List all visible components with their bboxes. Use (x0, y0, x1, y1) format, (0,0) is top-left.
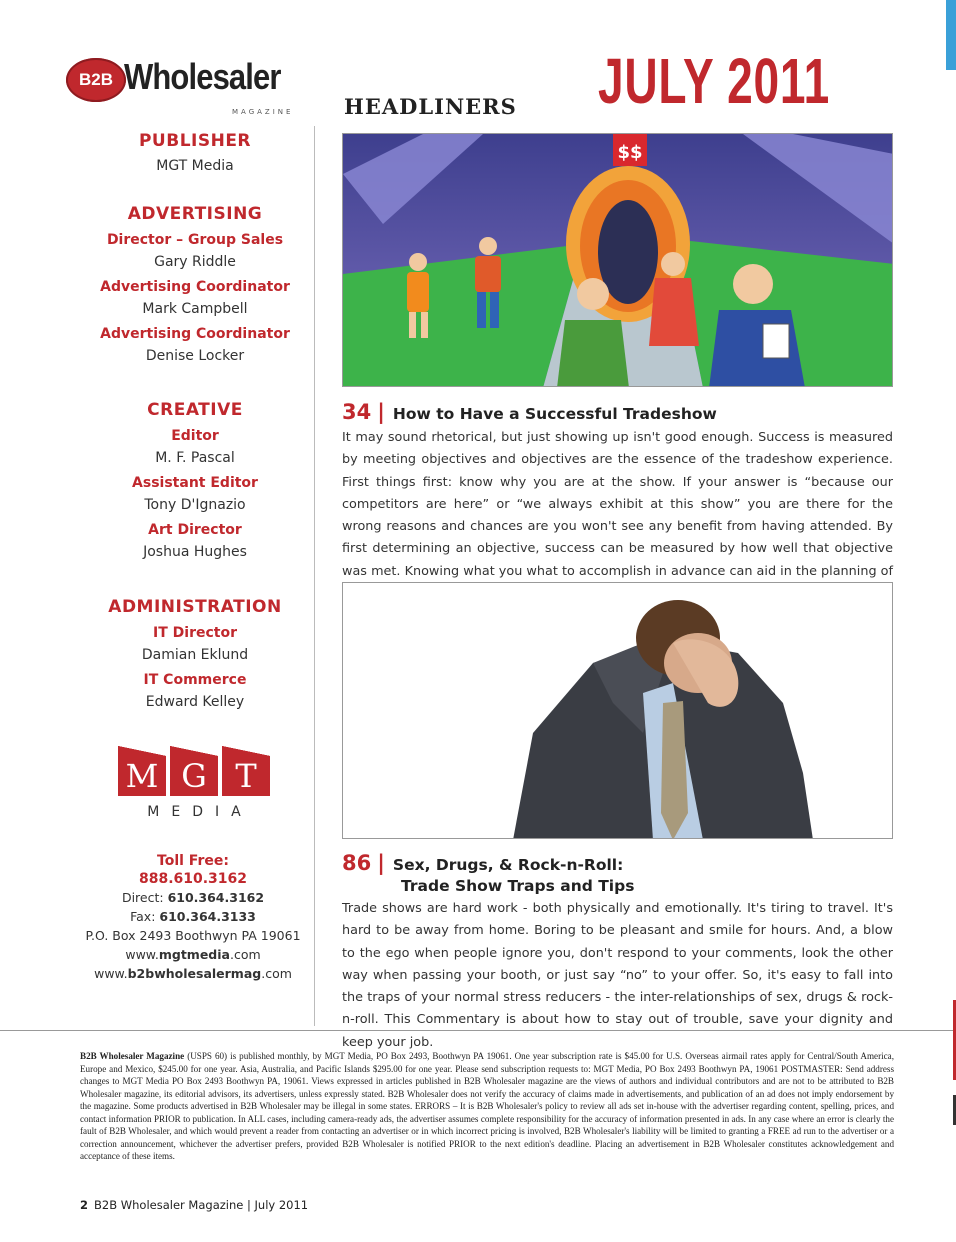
toll-free-label: Toll Free: (157, 853, 229, 869)
direct-line: Direct: 610.364.3162 (121, 890, 265, 905)
article-title-line-1[interactable]: Sex, Drugs, & Rock-n-Roll: (392, 856, 624, 874)
creative-heading: CREATIVE (147, 400, 243, 420)
logo-letter-t: T (222, 756, 270, 796)
issue-date: JULY 2011 (598, 45, 830, 117)
staff-name: Edward Kelley (145, 694, 245, 710)
staff-role: Art Director (148, 522, 242, 538)
b2b-wholesaler-logo (66, 54, 306, 124)
staff-role: IT Director (153, 625, 237, 641)
toll-free-number: 888.610.3162 (138, 871, 248, 887)
staff-name: Joshua Hughes (143, 544, 247, 560)
tradeshow-illustration (342, 133, 893, 387)
administration-heading: ADMINISTRATION (108, 597, 282, 617)
staff-name: M. F. Pascal (155, 450, 235, 466)
section-heading: HEADLINERS (344, 94, 517, 119)
staff-role: Advertising Coordinator (100, 326, 290, 342)
mailing-address: P.O. Box 2493 Boothwyn PA 19061 (85, 928, 301, 943)
logo-letter-m: M (118, 756, 166, 796)
advertising-block (80, 204, 310, 364)
article-number: 86 (342, 851, 372, 875)
stressed-man-photo (342, 582, 893, 839)
administration-block (80, 597, 310, 710)
dollar-sign-banner: $$ (617, 142, 643, 163)
logo-wordmark: Wholesaler (124, 56, 281, 97)
contact-block (70, 852, 316, 983)
article-number: 34 (342, 400, 372, 424)
article-separator: | (377, 400, 385, 424)
staff-name: Gary Riddle (154, 254, 236, 270)
article-86-body: Trade shows are hard work - both physically and emotionally. It's tiring to travel. It's hard to be away from home. Boring to be pleasant and smile for hours. And, a blow to the ego when people ignore you, don't respond to your comments, look the other way when passing your booth, or just say “no” to your offer. So, it's easy to fall into the traps of your normal stress reducers - the inter-relationships of sex, drugs & rock-n-roll. This Commentary is about how to stay out of trouble, save your dignity and keep your job. (342, 901, 893, 1050)
staff-role: Editor (171, 428, 219, 444)
publisher-block (80, 131, 310, 174)
article-86-header (342, 851, 623, 875)
page-edge-accent (946, 0, 956, 70)
staff-role: IT Commerce (143, 672, 247, 688)
column-divider (314, 126, 315, 1026)
staff-name: Damian Eklund (141, 647, 249, 663)
publication-fine-print (80, 1050, 894, 1163)
logo-subtitle: MAGAZINE (232, 108, 294, 116)
staff-name: Tony D'Ignazio (144, 497, 246, 513)
article-separator: | (377, 851, 385, 875)
advertising-heading: ADVERTISING (127, 204, 263, 224)
page-folio (80, 1198, 308, 1212)
footer-divider (0, 1030, 956, 1031)
website-b2bwholesalermag[interactable]: www.b2bwholesalermag.com (94, 966, 292, 981)
article-86-subheader (401, 876, 634, 895)
article-title-line-2[interactable]: Trade Show Traps and Tips (401, 877, 635, 895)
folio-text: B2B Wholesaler Magazine | July 2011 (94, 1198, 309, 1212)
article-34-body: It may sound rhetorical, but just showing up isn't good enough. Success is measured by meeting objectives and objectives are the essence of the tradeshow experience. First things first: know why you are at the show. If your answer is “because our competitors are here” or “we always exhibit at this show” you are there for the wrong reasons and chances are you won't see any benefit from having attended. By first determining an objective, success can be measured by how well that objective was met. Knowing what you what to accomplish in advance can aid in the planning of (342, 430, 893, 579)
mgt-media-logo (116, 744, 272, 824)
staff-name: Denise Locker (145, 348, 245, 364)
article-34-header (342, 400, 717, 424)
logo-letter-g: G (170, 756, 218, 796)
publisher-heading: PUBLISHER (138, 131, 252, 151)
website-mgtmedia[interactable]: www.mgtmedia.com (125, 947, 261, 962)
fax-line: Fax: 610.364.3133 (130, 909, 256, 924)
logo-media-text: MEDIA (147, 804, 253, 820)
staff-role: Director – Group Sales (106, 232, 284, 248)
fine-print-lead: B2B Wholesaler Magazine (80, 1051, 185, 1061)
b2b-badge: B2B (66, 58, 126, 102)
fine-print-text: (USPS 60) is published monthly, by MGT Media, PO Box 2493, Boothwyn PA 19061. One year subscription rate is $45.00 for U.S. Overseas airmail rates apply for Central/South America, Europe and Mexico, $245.00 for one year. Asia, Australia, and Pacific Islands $295.00 for one year. Please send subscription requests to: MGT Media, PO Box 2493 Boothwyn PA, 19061 POSTMASTER: Send address changes to MGT Media PO Box 2493 Boothwyn PA, 19061. Views expressed in articles published in B2B Wholesaler magazine are the views of authors and individual contributors and are not to be attributed to B2B Wholesaler magazine, its editorial advisors, its advertisers, unless expressly stated. B2B Wholesaler does not verify the accuracy of claims made in advertisements, and publication of an ad does not imply endorsement by the magazine. Some products advertised in B2B Wholesaler may be illegal in some states. ERRORS – It is B2B Wholesaler's policy to review all ads set in-house with the advertiser regarding content, spelling, prices, and contact information PRIOR to publication. In ALL cases, including camera-ready ads, the advertiser assumes complete responsibility for the accuracy of information presented in ads. In any case where an error is clearly the fault of B2B Wholesaler, and which would prevent a reader from contacting an advertiser or in which incorrect pricing is involved, B2B Wholesaler's liability will be limited to granting a FREE ad run to the advertiser or a correction announcement, whichever the advertiser prefers, provided B2B Wholesaler is notified PRIOR to the next edition's deadline. Placing an advertisement in B2B Wholesaler constitutes acknowledgement and acceptance of these items. (80, 1051, 894, 1162)
article-title[interactable]: How to Have a Successful Tradeshow (392, 405, 717, 423)
creative-block (80, 400, 310, 560)
staff-role: Assistant Editor (132, 475, 258, 491)
publisher-name: MGT Media (156, 158, 234, 174)
page-number: 2 (80, 1198, 89, 1212)
staff-name: Mark Campbell (142, 301, 248, 317)
staff-role: Advertising Coordinator (100, 279, 290, 295)
